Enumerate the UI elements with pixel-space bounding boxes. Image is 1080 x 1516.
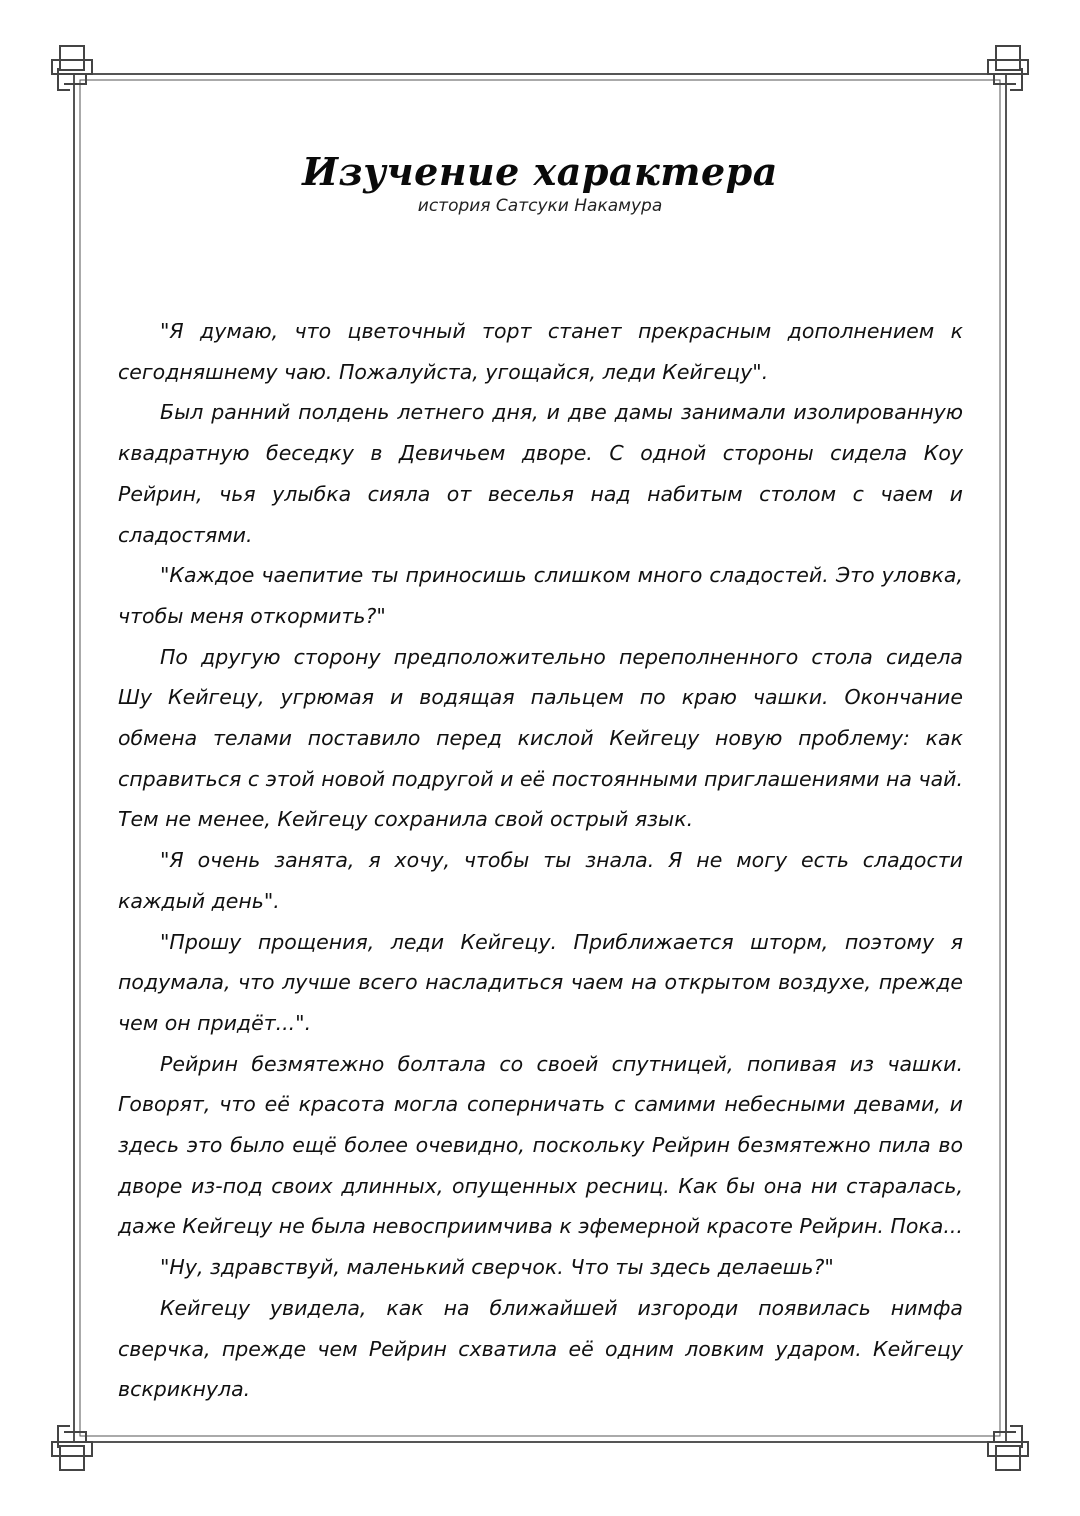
page-subtitle: история Сатсуки Накамура xyxy=(417,196,663,216)
corner-ornament-bottom-left xyxy=(52,1426,92,1470)
header xyxy=(0,148,1080,216)
paragraph: Рейрин безмятежно болтала со своей спутницей, попивая из чашки. Говорят, что её красота могла соперничать с самими небесными девами, и здесь это было ещё более очевидно, поскольку Рейрин безмятежно пила во дворе из-под своих длинных, опущенных ресниц. Как бы она ни старалась, даже Кейгецу не была невосприимчива к эфемерной красоте Рейрин. Пока... xyxy=(118,1051,963,1239)
paragraph: "Ну, здравствуй, маленький сверчок. Что ты здесь делаешь?" xyxy=(160,1255,834,1280)
paragraph: По другую сторону предположительно переполненного стола сидела Шу Кейгецу, угрюмая и водящая пальцем по краю чашки. Окончание обмена телами поставило перед кислой Кейгецу новую проблему: как справиться с этой новой подругой и её постоянными приглашениями на чай. Тем не менее, Кейгецу сохранила свой острый язык. xyxy=(118,644,963,832)
corner-ornament-bottom-right xyxy=(988,1426,1028,1470)
paragraph: "Прошу прощения, леди Кейгецу. Приближается шторм, поэтому я подумала, что лучше всего насладиться чаем на открытом воздухе, прежде чем он придёт...". xyxy=(118,929,963,1035)
paragraph: Кейгецу увидела, как на ближайшей изгороди появилась нимфа сверчка, прежде чем Рейрин схватила её одним ловким ударом. Кейгецу вскрикнула. xyxy=(118,1295,963,1402)
page-title: Изучение характера xyxy=(302,149,778,194)
paragraph: "Я очень занята, я хочу, чтобы ты знала. Я не могу есть сладости каждый день". xyxy=(118,848,963,913)
paragraph: "Я думаю, что цветочный торт станет прекрасным дополнением к сегодняшнему чаю. Пожалуйста, угощайся, леди Кейгецу". xyxy=(118,319,963,384)
paragraph: Был ранний полдень летнего дня, и две дамы занимали изолированную квадратную беседку в Девичьем дворе. С одной стороны сидела Коу Рейрин, чья улыбка сияла от веселья над набитым столом с чаем и сладостями. xyxy=(118,400,963,547)
story-text xyxy=(118,311,963,1410)
paragraph: "Каждое чаепитие ты приносишь слишком много сладостей. Это уловка, чтобы меня откормить?" xyxy=(118,563,963,628)
corner-ornament-top-left xyxy=(52,46,92,90)
corner-ornament-top-right xyxy=(988,46,1028,90)
